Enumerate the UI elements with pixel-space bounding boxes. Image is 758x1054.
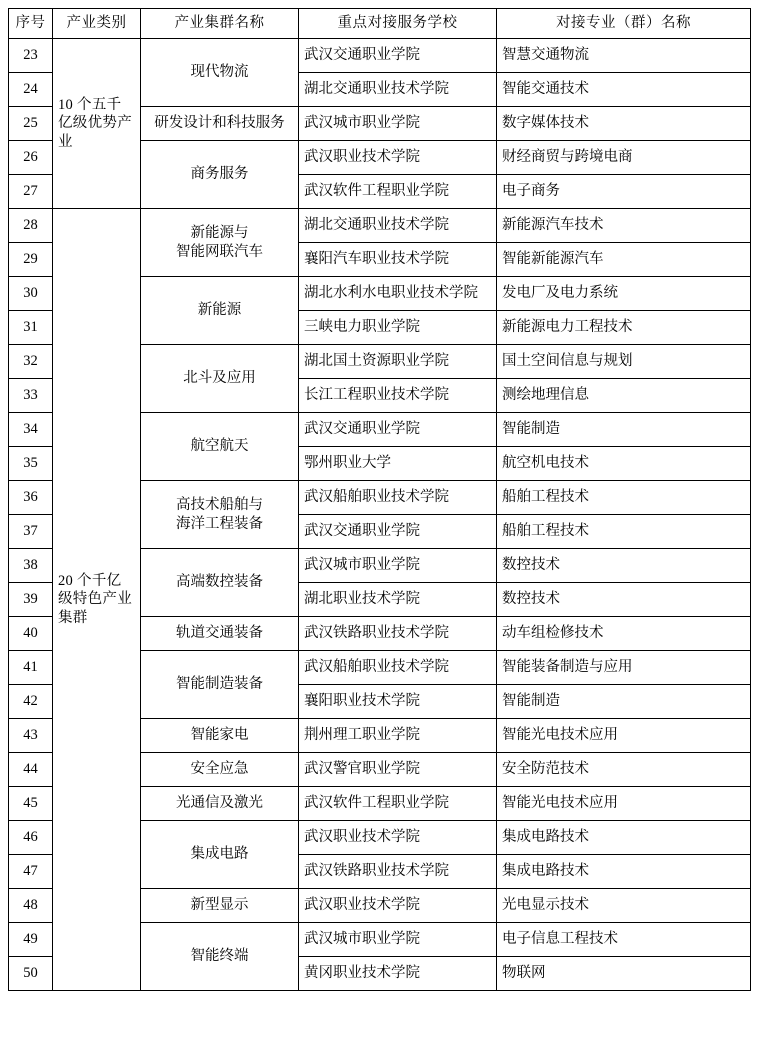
cell-sequence-number: 26 xyxy=(9,141,53,175)
cell-school-name: 武汉铁路职业技术学院 xyxy=(299,855,497,889)
cell-major-name: 智能装备制造与应用 xyxy=(497,651,751,685)
cell-major-name: 数字媒体技术 xyxy=(497,107,751,141)
cell-sequence-number: 45 xyxy=(9,787,53,821)
cell-cluster-name: 北斗及应用 xyxy=(141,345,299,413)
cell-school-name: 武汉铁路职业技术学院 xyxy=(299,617,497,651)
cell-major-name: 财经商贸与跨境电商 xyxy=(497,141,751,175)
cell-sequence-number: 27 xyxy=(9,175,53,209)
cell-school-name: 武汉交通职业学院 xyxy=(299,413,497,447)
cell-major-name: 测绘地理信息 xyxy=(497,379,751,413)
cell-cluster-name: 轨道交通装备 xyxy=(141,617,299,651)
cell-major-name: 国土空间信息与规划 xyxy=(497,345,751,379)
cell-school-name: 湖北国土资源职业学院 xyxy=(299,345,497,379)
cell-industry-category: 20 个千亿级特色产业集群 xyxy=(53,209,141,991)
cell-school-name: 鄂州职业大学 xyxy=(299,447,497,481)
cell-cluster-name: 高端数控装备 xyxy=(141,549,299,617)
cell-sequence-number: 41 xyxy=(9,651,53,685)
cell-cluster-name: 航空航天 xyxy=(141,413,299,481)
cell-sequence-number: 34 xyxy=(9,413,53,447)
cell-sequence-number: 46 xyxy=(9,821,53,855)
cell-major-name: 船舶工程技术 xyxy=(497,481,751,515)
cell-school-name: 襄阳职业技术学院 xyxy=(299,685,497,719)
cell-major-name: 动车组检修技术 xyxy=(497,617,751,651)
cell-sequence-number: 25 xyxy=(9,107,53,141)
column-header-category: 产业类别 xyxy=(53,9,141,39)
cell-sequence-number: 36 xyxy=(9,481,53,515)
industry-cluster-table xyxy=(8,8,751,991)
cell-sequence-number: 29 xyxy=(9,243,53,277)
cell-school-name: 武汉船舶职业技术学院 xyxy=(299,481,497,515)
cell-sequence-number: 32 xyxy=(9,345,53,379)
cell-major-name: 集成电路技术 xyxy=(497,821,751,855)
column-header-no: 序号 xyxy=(9,9,53,39)
table-row xyxy=(9,209,751,243)
cell-major-name: 智能制造 xyxy=(497,413,751,447)
cell-major-name: 智能新能源汽车 xyxy=(497,243,751,277)
table-row xyxy=(9,39,751,73)
cell-cluster-name: 研发设计和科技服务 xyxy=(141,107,299,141)
cell-major-name: 数控技术 xyxy=(497,549,751,583)
cell-school-name: 湖北水利水电职业技术学院 xyxy=(299,277,497,311)
cell-major-name: 物联网 xyxy=(497,957,751,991)
cell-school-name: 武汉船舶职业技术学院 xyxy=(299,651,497,685)
cell-school-name: 武汉城市职业学院 xyxy=(299,549,497,583)
cell-sequence-number: 37 xyxy=(9,515,53,549)
cell-sequence-number: 31 xyxy=(9,311,53,345)
cell-major-name: 发电厂及电力系统 xyxy=(497,277,751,311)
cell-school-name: 武汉软件工程职业学院 xyxy=(299,175,497,209)
cell-major-name: 新能源电力工程技术 xyxy=(497,311,751,345)
cell-sequence-number: 40 xyxy=(9,617,53,651)
cell-sequence-number: 44 xyxy=(9,753,53,787)
cell-major-name: 智能交通技术 xyxy=(497,73,751,107)
cell-school-name: 武汉职业技术学院 xyxy=(299,141,497,175)
cell-sequence-number: 48 xyxy=(9,889,53,923)
cell-school-name: 荆州理工职业学院 xyxy=(299,719,497,753)
cell-cluster-name: 新能源 xyxy=(141,277,299,345)
cell-cluster-name: 安全应急 xyxy=(141,753,299,787)
cell-major-name: 新能源汽车技术 xyxy=(497,209,751,243)
cell-school-name: 武汉软件工程职业学院 xyxy=(299,787,497,821)
table-header-row xyxy=(9,9,751,39)
cell-major-name: 集成电路技术 xyxy=(497,855,751,889)
cell-cluster-name: 现代物流 xyxy=(141,39,299,107)
cell-school-name: 武汉职业技术学院 xyxy=(299,889,497,923)
cell-cluster-name: 智能终端 xyxy=(141,923,299,991)
cell-cluster-name: 新型显示 xyxy=(141,889,299,923)
cell-sequence-number: 47 xyxy=(9,855,53,889)
cell-school-name: 武汉警官职业学院 xyxy=(299,753,497,787)
cell-school-name: 湖北交通职业技术学院 xyxy=(299,209,497,243)
cell-sequence-number: 33 xyxy=(9,379,53,413)
cell-school-name: 武汉交通职业学院 xyxy=(299,515,497,549)
table-body xyxy=(9,39,751,991)
cell-sequence-number: 42 xyxy=(9,685,53,719)
cell-cluster-name: 光通信及激光 xyxy=(141,787,299,821)
cell-school-name: 武汉职业技术学院 xyxy=(299,821,497,855)
cell-school-name: 襄阳汽车职业技术学院 xyxy=(299,243,497,277)
cell-sequence-number: 43 xyxy=(9,719,53,753)
cell-sequence-number: 49 xyxy=(9,923,53,957)
cell-major-name: 电子信息工程技术 xyxy=(497,923,751,957)
cell-school-name: 湖北交通职业技术学院 xyxy=(299,73,497,107)
cell-cluster-name: 智能家电 xyxy=(141,719,299,753)
cell-sequence-number: 35 xyxy=(9,447,53,481)
cell-major-name: 智能制造 xyxy=(497,685,751,719)
cell-major-name: 光电显示技术 xyxy=(497,889,751,923)
cell-sequence-number: 28 xyxy=(9,209,53,243)
cell-major-name: 智能光电技术应用 xyxy=(497,787,751,821)
column-header-school: 重点对接服务学校 xyxy=(299,9,497,39)
cell-sequence-number: 39 xyxy=(9,583,53,617)
cell-major-name: 智慧交通物流 xyxy=(497,39,751,73)
cell-school-name: 长江工程职业技术学院 xyxy=(299,379,497,413)
cell-school-name: 武汉交通职业学院 xyxy=(299,39,497,73)
cell-sequence-number: 50 xyxy=(9,957,53,991)
cell-school-name: 湖北职业技术学院 xyxy=(299,583,497,617)
cell-major-name: 数控技术 xyxy=(497,583,751,617)
cell-cluster-name: 新能源与 智能网联汽车 xyxy=(141,209,299,277)
cell-industry-category: 10 个五千亿级优势产业 xyxy=(53,39,141,209)
column-header-cluster: 产业集群名称 xyxy=(141,9,299,39)
cell-sequence-number: 24 xyxy=(9,73,53,107)
cell-school-name: 武汉城市职业学院 xyxy=(299,107,497,141)
cell-cluster-name: 商务服务 xyxy=(141,141,299,209)
cell-cluster-name: 高技术船舶与 海洋工程装备 xyxy=(141,481,299,549)
cell-sequence-number: 30 xyxy=(9,277,53,311)
cell-sequence-number: 23 xyxy=(9,39,53,73)
table-header xyxy=(9,9,751,39)
cell-school-name: 黄冈职业技术学院 xyxy=(299,957,497,991)
cell-major-name: 智能光电技术应用 xyxy=(497,719,751,753)
cell-major-name: 电子商务 xyxy=(497,175,751,209)
cell-major-name: 安全防范技术 xyxy=(497,753,751,787)
cell-major-name: 船舶工程技术 xyxy=(497,515,751,549)
cell-school-name: 三峡电力职业学院 xyxy=(299,311,497,345)
cell-major-name: 航空机电技术 xyxy=(497,447,751,481)
cell-cluster-name: 集成电路 xyxy=(141,821,299,889)
cell-sequence-number: 38 xyxy=(9,549,53,583)
cell-cluster-name: 智能制造装备 xyxy=(141,651,299,719)
cell-school-name: 武汉城市职业学院 xyxy=(299,923,497,957)
column-header-major: 对接专业（群）名称 xyxy=(497,9,751,39)
